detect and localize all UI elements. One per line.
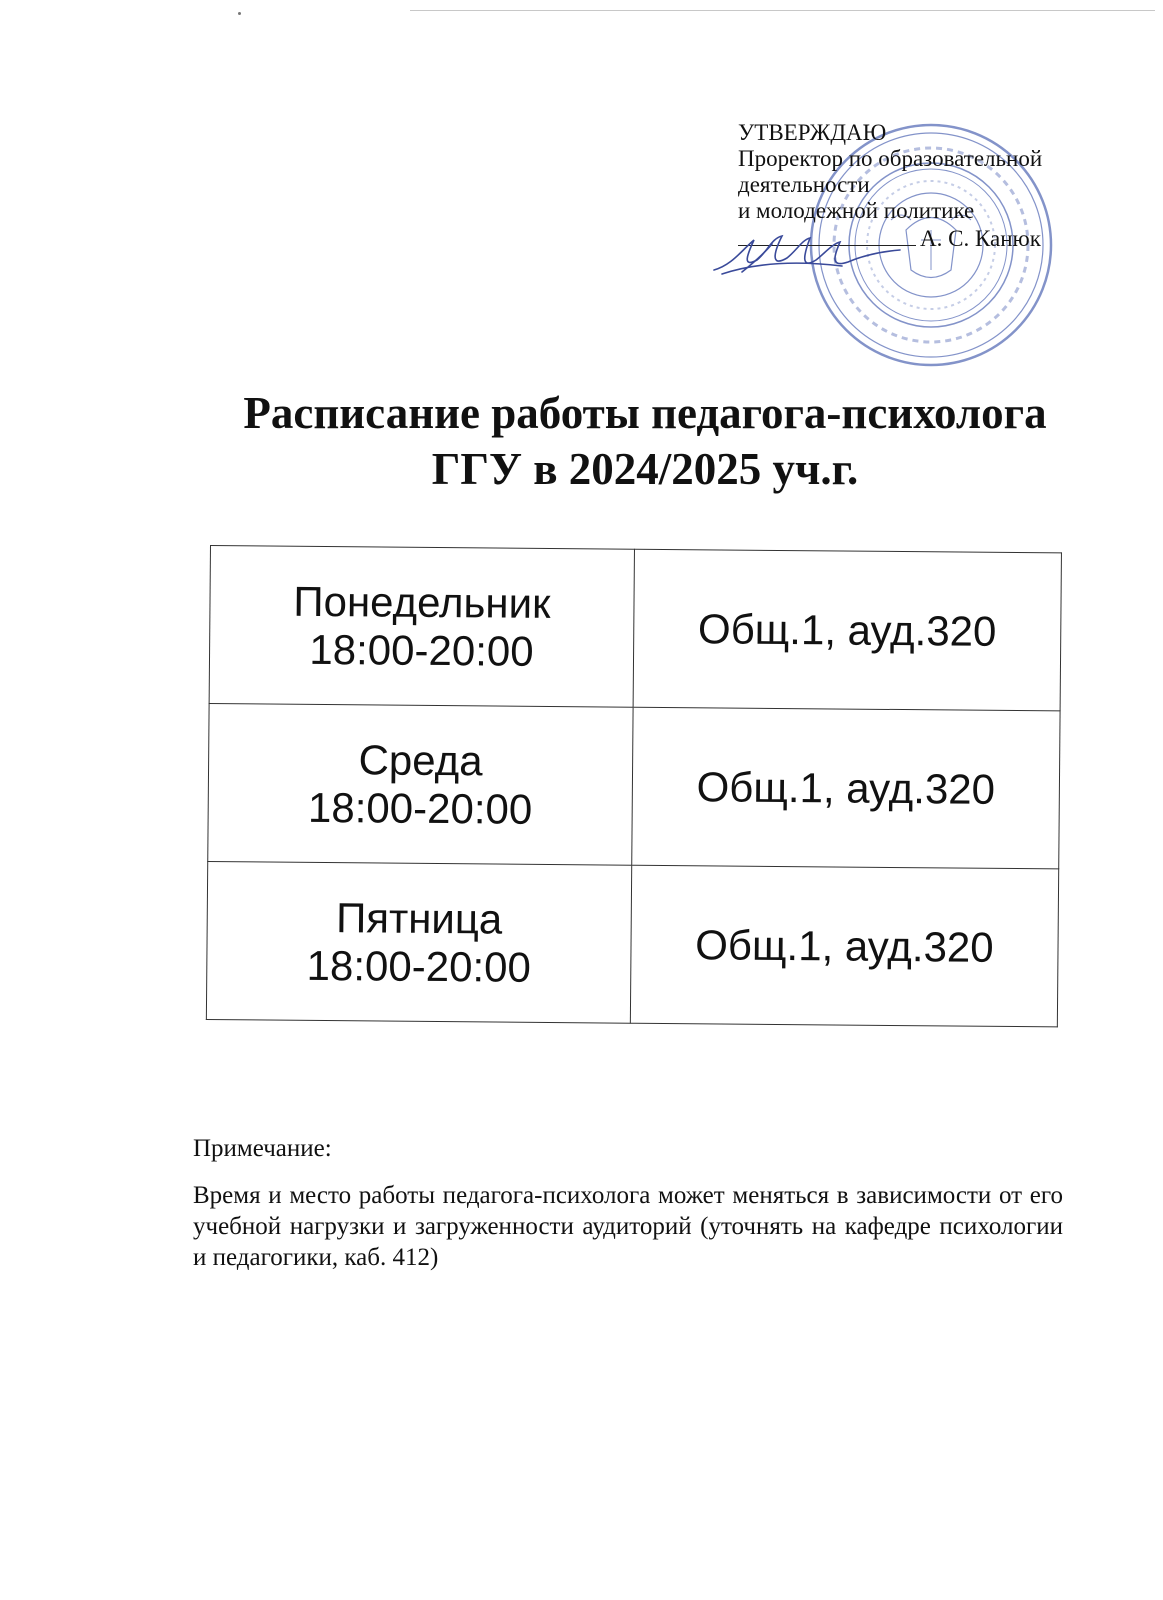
day-time: 18:00-20:00: [306, 941, 532, 991]
table-row: [206, 861, 1058, 1026]
note-label: Примечание:: [193, 1135, 332, 1162]
day-cell: [209, 546, 634, 708]
title-line-2: ГГУ в 2024/2025 уч.г.: [431, 444, 859, 494]
place-cell: Общ.1, ауд.320: [632, 707, 1060, 869]
day-name: Пятница: [335, 893, 503, 943]
table-row: [209, 546, 1061, 711]
day-cell: [206, 861, 631, 1023]
approval-heading: УТВЕРЖДАЮ: [738, 120, 887, 145]
scan-dust-mark: [238, 12, 241, 15]
day-name: Среда: [358, 735, 483, 784]
scan-edge-line: [410, 10, 1155, 11]
place-cell: Общ.1, ауд.320: [630, 865, 1058, 1027]
day-time: 18:00-20:00: [307, 783, 533, 833]
approval-position-line-3: и молодежной политике: [738, 198, 975, 223]
place-cell: Общ.1, ауд.320: [633, 549, 1061, 711]
handwritten-signature-icon: [712, 230, 902, 285]
note-text: Время и место работы педагога-психолога может меняться в зависимости от его учебной нагрузки и загруженности аудиторий (уточнять на кафедре психологии и педагогики, каб. 412): [193, 1182, 1063, 1271]
day-cell: [208, 703, 633, 865]
day-time: 18:00-20:00: [309, 625, 534, 675]
signatory-name: А. С. Канюк: [920, 226, 1041, 251]
table-row: [208, 703, 1060, 868]
day-name: Понедельник: [293, 577, 551, 627]
schedule-table: [206, 545, 1062, 1027]
approval-position-line-2: деятельности: [738, 172, 870, 197]
approval-position-line-1: Проректор по образовательной: [738, 146, 1043, 171]
title-line-1: Расписание работы педагога-психолога: [243, 388, 1047, 438]
page-title: [190, 385, 1100, 497]
